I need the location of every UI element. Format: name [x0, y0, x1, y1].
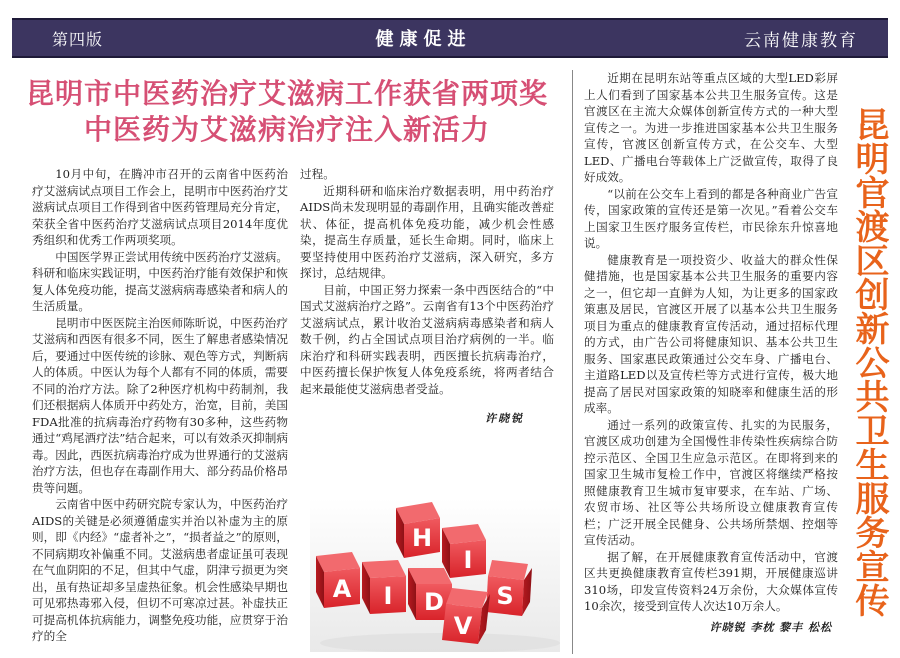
aids-letter-d: D	[424, 588, 444, 616]
article-paragraph: 健康教育是一项投资少、收益大的群众性保健措施，也是国家基本公共卫生服务的重要内容之一，但它却一直鲜为人知，为让更多的国家政策惠及居民，官渡区开展了以基本公共卫生服务项目为重点的健康教育宣传活动，通过招标代理的方式，由广告公司将健康知识、基本公共卫生服务、国家惠民政策通过公交车身、广播电台、主道路LED以及宣传栏等方式进行宣传，极大地提高了居民对国家政策的知晓率和健康生活的形成率。	[584, 252, 838, 415]
article-column-1	[32, 166, 288, 651]
article-guandu-publicity	[584, 70, 838, 635]
article-headline-main: 昆明市中医药治疗艾滋病工作获省两项奖	[25, 77, 548, 110]
cube-letter: I	[463, 546, 473, 574]
cube-v	[442, 588, 490, 644]
paper-name: 云南健康教育	[743, 30, 858, 51]
article-paragraph: 10月中旬，在腾冲市召开的云南省中医药治疗艾滋病试点项目工作会上，昆明市中医药治疗艾滋病试点项目工作得到省中医药管理局充分肯定，荣获全省中医药治疗艾滋病试点项目2014年度优秀组织和优秀工作两项奖项。	[32, 167, 288, 247]
column-divider	[572, 70, 573, 654]
article-byline: 许晓锐	[485, 412, 524, 425]
article-body	[584, 70, 838, 615]
cube-letter: V	[453, 612, 473, 640]
cube-i2	[362, 560, 406, 614]
aids-letter-a: A	[332, 575, 352, 603]
masthead-bar	[12, 18, 888, 58]
cube-i	[442, 524, 486, 578]
aids-letter-i: I	[383, 582, 393, 610]
article-headline-sub: 中医药为艾滋病治疗注入新活力	[83, 113, 490, 146]
article-paragraph: 目前，中国正努力探索一条中西医结合的“中国式艾滋病治疗之路”。云南省有13个中医药治疗艾滋病试点，累计收治艾滋病病毒感染者和病人数千例，约占全国试点项目治疗病例的一半。临床治疗和科研实践表明，西医擅长抗病毒治疗，中医药擅长保护恢复人体免疫系统，将两者结合起来最能使艾滋病患者受益。	[300, 282, 554, 396]
article-paragraph: 昆明市中医医院主治医师陈昕说，中医药治疗艾滋病和西医有很多不同，医生了解患者感染情况后，要通过中医传统的诊脉、观色等方式，判断病人的体质。中医认为每个人都有不同的体质，需要不同的治疗方法。除了2种医疗机构中药制剂，我们还根据病人体质开中药处方，治宽，目前，美国FDA批准的抗病毒治疗药物有30多种，这些药物通过“鸡尾酒疗法”结合起来，可以有效杀灭抑制病毒。因此，西医抗病毒治疗成为世界通行的艾滋病治疗方法，但也存在毒副作用大、部分药品价格昂贵等问题。	[32, 315, 288, 495]
article-paragraph: “以前在公交车上看到的都是各种商业广告宣传，国家政策的宣传还是第一次见。”看着公交车上国家卫生医疗服务宣传栏，市民徐东升惊喜地说。	[584, 186, 838, 250]
article-paragraph: 中国医学界正尝试用传统中医药治疗艾滋病。科研和临床实践证明，中医药治疗能有效保护和恢复人体免疫功能，提高艾滋病病毒感染者和病人的生活质量。	[32, 249, 288, 313]
masthead	[0, 0, 900, 62]
article-paragraph: 云南省中医中药研究院专家认为，中医药治疗AIDS的关键是必须遵循虚实并治以补虚为主的原则，即《内经》“虚者补之”，“损者益之”的原则，不同病期攻补偏重不同。艾滋病患者虚证虽可表现在气血阴阳的不足，但其中气虚，阴津亏损更为突出，虽有热证却多呈虚热征象。机会性感染早期也可见邪热毒邪入侵，但切不可寒凉过甚。补虚扶正可提高机体抗病能力，调整免疫功能，应贯穿于治疗的全	[32, 497, 288, 643]
hiv-aids-cubes-illustration	[310, 498, 560, 652]
cube-h	[396, 502, 440, 558]
article-vertical-headline: 昆明官渡区创新公共卫生服务宣传	[849, 107, 889, 617]
aids-letter-s: S	[496, 582, 514, 610]
cube-letter: H	[411, 524, 433, 552]
article-paragraph: 过程。	[300, 167, 335, 181]
article-paragraph: 通过一系列的政策宣传、扎实的为民服务，官渡区成功创建为全国慢性非传染性疾病综合防控示范区、全国卫生应急示范区。在即将到来的国家卫生城市复检工作中，官渡区将继续严格按照健康教育卫生城市复审要求，在车站、广场、农贸市场、社区等公共场所设立健康教育宣传栏；广泛开展全民健身、公共场所禁烟、控烟等宣传活动。	[584, 417, 838, 547]
cube-s	[486, 560, 532, 616]
cube-a	[316, 552, 360, 608]
section-title: 健康促进	[375, 29, 472, 50]
article-byline: 许晓锐 李枕 黎丰 松松	[709, 620, 832, 634]
article-column-2	[300, 166, 554, 428]
article-paragraph: 据了解，在开展健康教育宣传活动中，官渡区共更换健康教育宣传栏391期，开展健康巡讲310场，印发宣传资料24万余份，大众媒体宣传10余次，接受到宣传人次达10万余人。	[584, 549, 838, 613]
hiv-aids-cubes-photo	[310, 498, 560, 652]
article-tcm-aids	[14, 70, 560, 652]
article-paragraph: 近期在昆明东站等重点区域的大型LED彩屏上人们看到了国家基本公共卫生服务宣传。这是官渡区在主流大众媒体创新宣传方式的一种大型宣传之一。为进一步推进国家基本公共卫生服务宣传，官渡区创新宣传方式，在公交车、大型LED、广播电台等载体上广泛做宣传，取得了良好成效。	[584, 71, 838, 184]
edition-label: 第四版	[52, 29, 104, 49]
article-paragraph: 近期科研和临床治疗数据表明，用中药治疗AIDS尚未发现明显的毒副作用，且确实能改善症状、体征，提高机体免疫功能，减少机会性感染，提高生存质量，延长生命期。同时，临床上要坚持使用中医药治疗艾滋病，深入研究，多方探讨，总结规律。	[300, 183, 554, 280]
